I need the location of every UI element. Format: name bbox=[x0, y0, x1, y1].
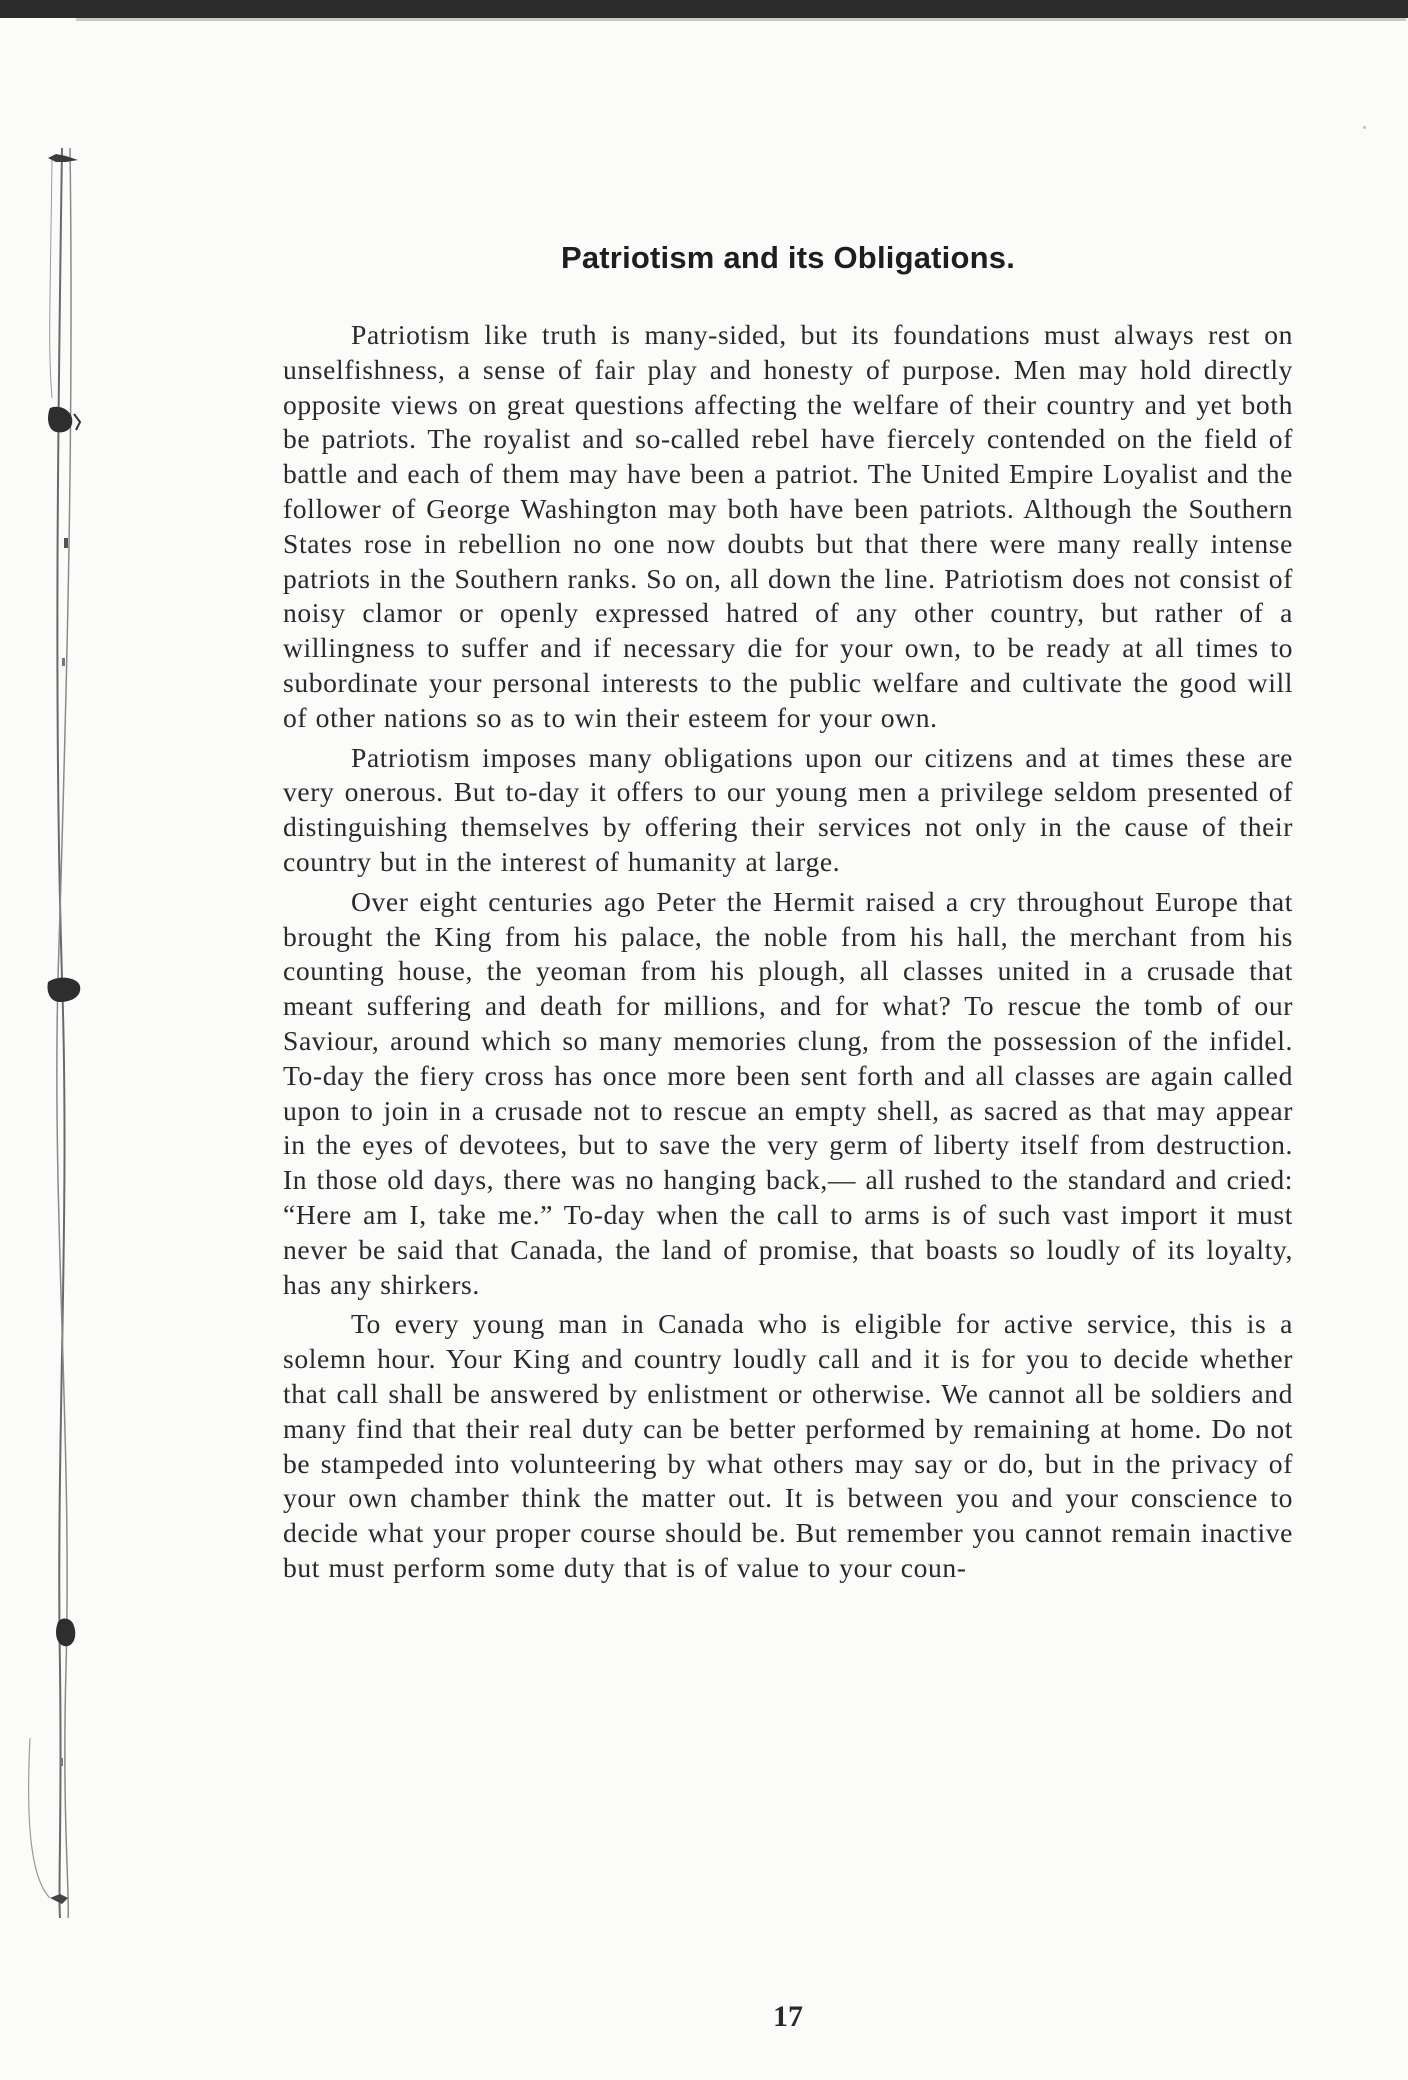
paragraph-2: Patriotism imposes many obligations upon our citizens and at times these are very onerous. But to-day it offers to our young men a privilege seldom presented of distinguishing themselves by offering their services not only in the cause of their country but in the interest of humanity at large. bbox=[283, 741, 1293, 877]
page-fold-line bbox=[76, 18, 1406, 21]
paragraph-1: Patriotism like truth is many-sided, but its foundations must always rest on unselfishness, a sense of fair play and honesty of purpose. Men may hold directly opposite views on great questions affecting the welfare of their country and yet both be patriots. The royalist and so-called rebel have fiercely contended on the field of battle and each of them may have been a patriot. The United Empire Loyalist and the follower of George Washington may both have been patriots. Although the Southern States rose in rebellion no one now doubts but that there were many really intense patriots in the Southern ranks. So on, all down the line. Patriotism does not consist of noisy clamor or openly expressed hatred of any other country, but rather of a willingness to suffer and if necessary die for your own, to be ready at all times to subordinate your personal interests to the public welfare and cultivate the good will of other nations so as to win their esteem for your own. bbox=[283, 319, 1293, 733]
paragraph-4: To every young man in Canada who is eligible for active service, this is a solemn hour. Your King and country loudly call and it is for you to decide whether that call shall be answered by enlistment or otherwise. We cannot all be soldiers and many find that their real duty can be better performed by remaining at home. Do not be stampeded into volunteering by what others may say or do, but in the privacy of your own chamber think the matter out. It is between you and your conscience to decide what your proper course should be. But remember you cannot remain inactive but must perform some duty that is of value to your coun- bbox=[283, 1308, 1293, 1583]
paragraph-3: Over eight centuries ago Peter the Hermit raised a cry throughout Europe that brought the King from his palace, the noble from his hall, the merchant from his counting house, the yeoman from his plough, all classes united in a crusade that meant suffering and death for millions, and for what? To rescue the tomb of our Saviour, around which so many memories clung, from the possession of the infidel. To-day the fiery cross has once more been sent forth and all classes are again called upon to join in a crusade not to rescue an empty shell, as sacred as that may appear in the eyes of devotees, but to save the very germ of liberty itself from destruction. In those old days, there was no hanging back,— all rushed to the standard and cried: “Here am I, take me.” To-day when the call to arms is of such vast import it must never be said that Canada, the land of promise, that boasts so loudly of its loyalty, has any shirkers. bbox=[283, 885, 1293, 1300]
scan-top-edge bbox=[0, 0, 1408, 18]
page-number: 17 bbox=[773, 2000, 803, 2033]
binding-stitch bbox=[0, 18, 110, 2080]
body-text bbox=[283, 318, 1293, 1591]
book-page bbox=[0, 18, 1408, 2080]
page-title: Patriotism and its Obligations. bbox=[560, 240, 1016, 275]
scan-speck bbox=[1363, 126, 1366, 129]
